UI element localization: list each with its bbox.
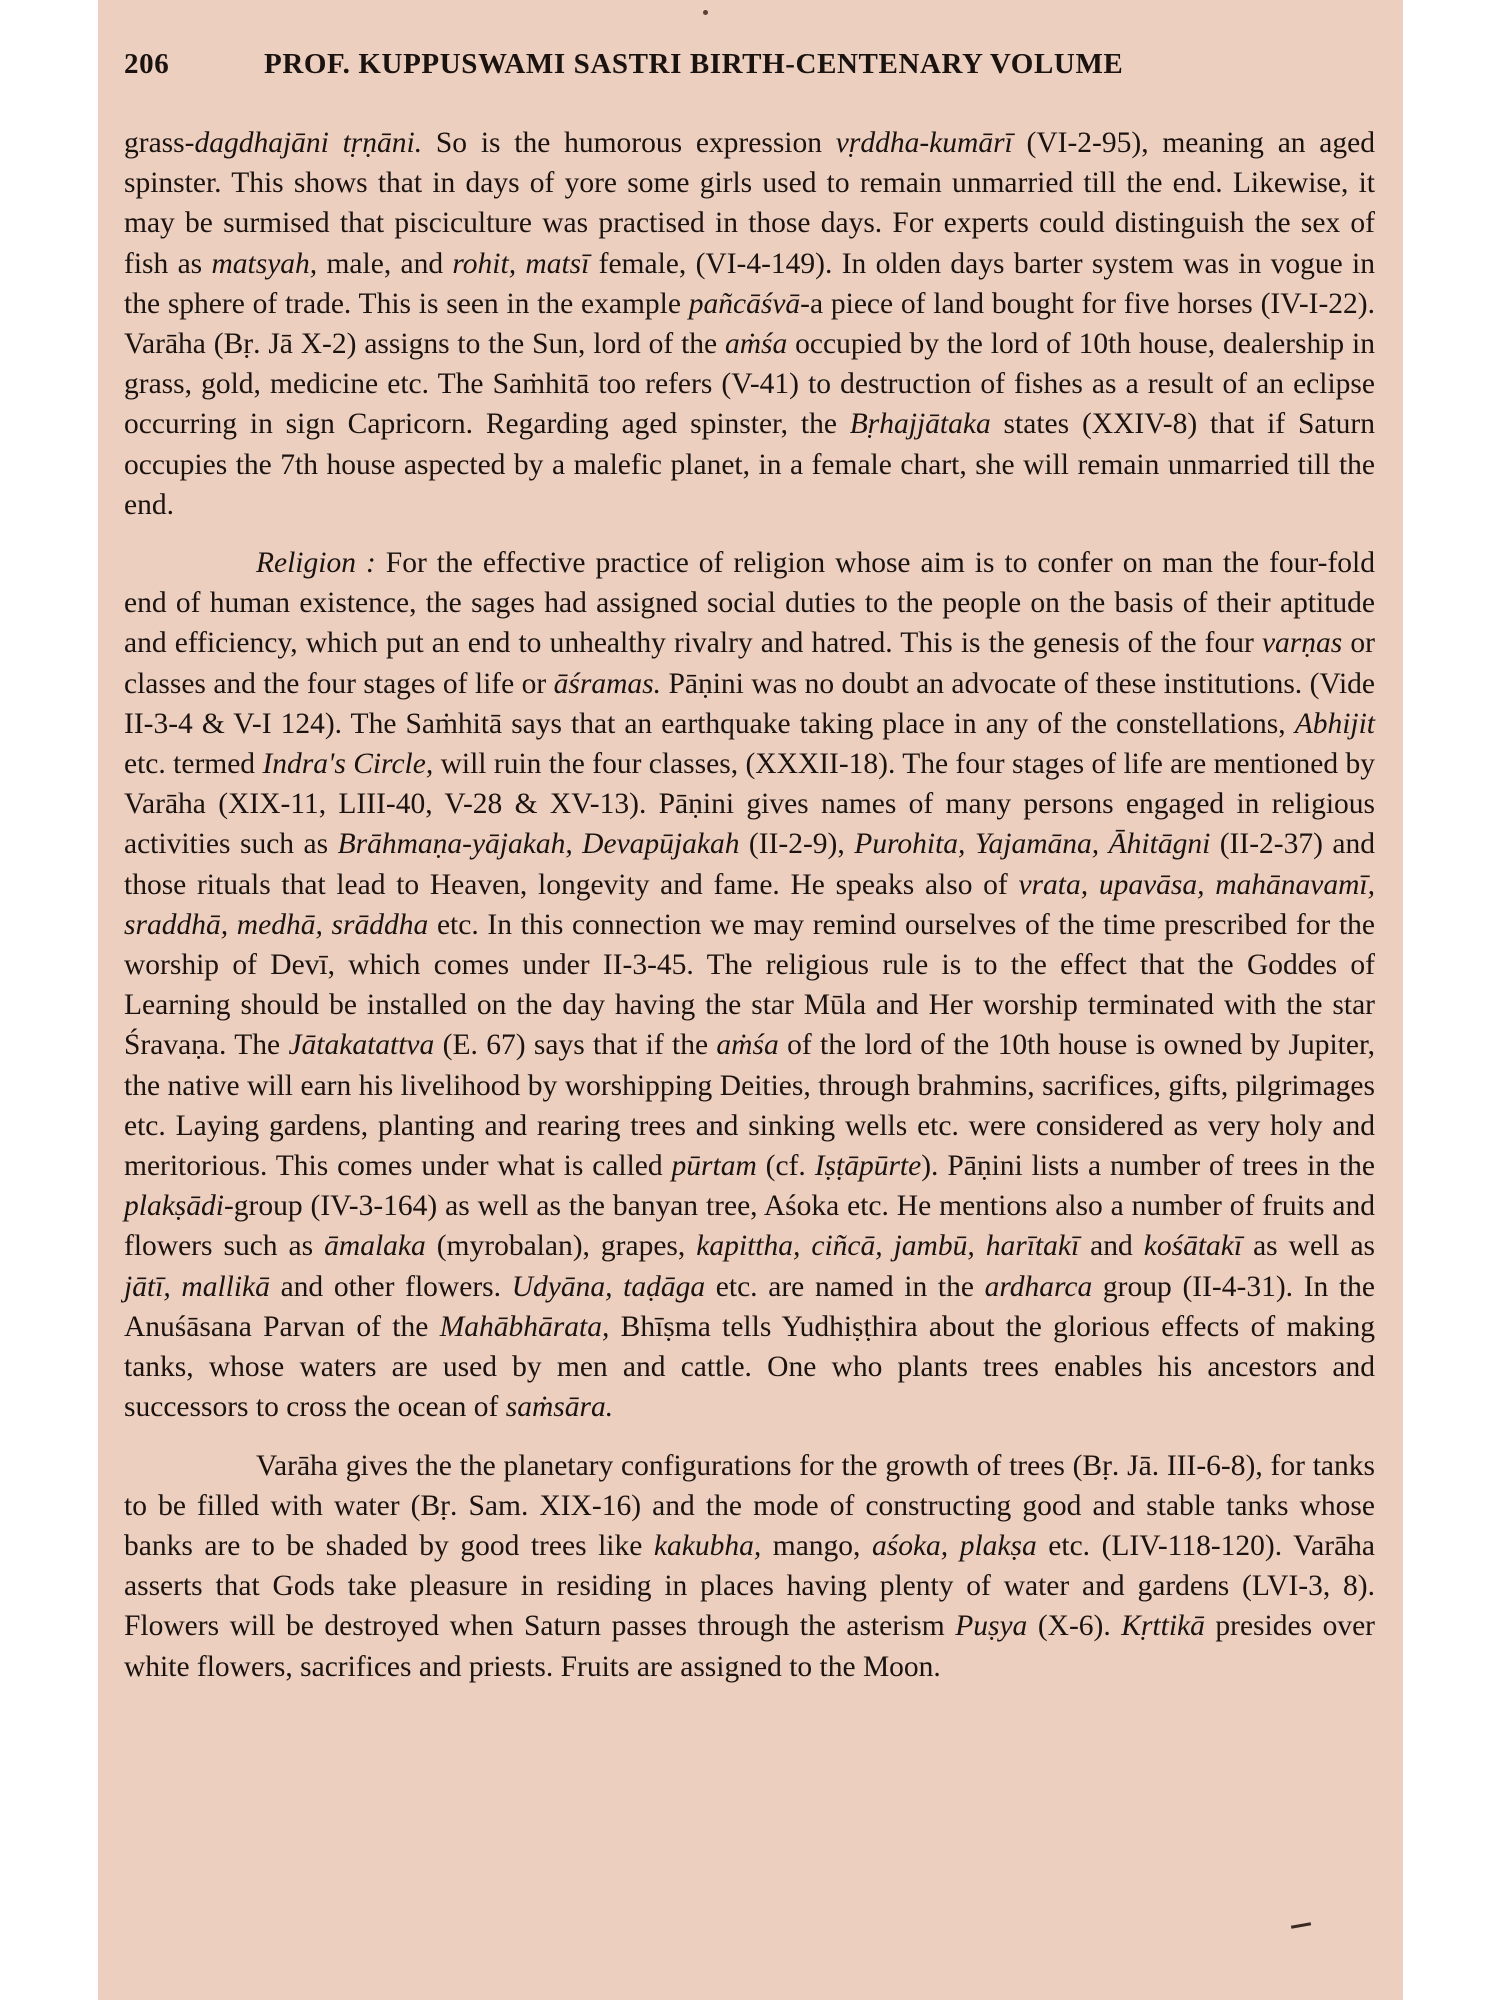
italic-term: Jātakatattva [288, 1029, 435, 1062]
text-run: Bhīṣma tells Yudhiṣṭhira about the glorious effects of making tanks, whose waters are used by men and cattle. One who plants trees enables his ancestors and successors to cross the ocean of [124, 1310, 1375, 1424]
italic-term: varṇas [1261, 627, 1343, 660]
italic-term: plakṣādi [124, 1190, 224, 1223]
text-run: etc. termed [124, 748, 263, 781]
text-run: ). Pāṇini lists a number of trees in the [921, 1150, 1375, 1183]
italic-term: Udyāna, taḍāga [511, 1270, 706, 1303]
text-run: (cf. [756, 1150, 815, 1183]
italic-term: matsyah, [211, 247, 318, 280]
paragraph-1 [124, 123, 1375, 525]
italic-term: Kṛttikā [1121, 1610, 1205, 1643]
page-speck [703, 10, 708, 15]
italic-term: pañcāśvā [688, 287, 801, 320]
text-run: mango, [761, 1529, 872, 1562]
italic-term: Bṛhajjātaka [849, 408, 991, 441]
page-number: 206 [124, 48, 170, 80]
italic-term: kapittha, ciñcā, jambū, harītakī [696, 1230, 1080, 1263]
paragraph-varaha [124, 1446, 1375, 1687]
italic-term: aṁśa [716, 1029, 779, 1062]
text-run: Pāṇini was no doubt an advocate of these institutions. (Vide II-3-4 & V-I 124). The Saṁhitā says that an earthquake taking place in any of the constellations, [124, 667, 1375, 740]
text-run: (VI-2-95), meaning an aged spinster. This shows that in days of yore some girls used to remain unmarried till the end. Likewise, it may be surmised that pisciculture was practised in those days. For experts could distinguish the sex of fish as [124, 127, 1375, 280]
text-run: (II-2-37) and those rituals that lead to Heaven, longevity and fame. He speaks also of [124, 828, 1375, 901]
italic-term: aśoka, plakṣa [871, 1529, 1037, 1562]
text-run: etc. In this connection we may remind ourselves of the time prescribed for the worship of Devī, which comes under II-3-45. The religious rule is to the effect that the Goddes of Learning should be installed on the day having the star Mūla and Her worship terminated with the star Śravaṇa. The [124, 908, 1375, 1062]
italic-term: kakubha, [653, 1529, 762, 1562]
running-title: PROF. KUPPUSWAMI SASTRI BIRTH-CENTENARY VOLUME [264, 48, 1124, 80]
italic-term: Mahābhārata, [439, 1310, 610, 1343]
text-run: (E. 67) says that if the [434, 1029, 717, 1062]
italic-term: dagdhajāni tṛṇāni. [194, 127, 423, 159]
text-run: or classes and the four stages of life or [124, 627, 1375, 700]
italic-term: vrata, upavāsa, mahānavamī, sraddhā, medhā, srāddha [124, 868, 1375, 941]
body-text [124, 123, 1375, 1687]
text-run: will ruin the four classes, (XXXII-18). The four stages of life are mentioned by Varāha (XIX-11, LIII-40, V-28 & XV-13). Pāṇini gives names of many persons engaged in religious activities such as [124, 748, 1376, 861]
text-run: (II-2-9), [739, 828, 855, 861]
text-run: and other flowers. [269, 1270, 512, 1303]
text-run: as well as [1242, 1230, 1376, 1263]
italic-term: kośātakī [1143, 1230, 1243, 1263]
italic-term: Puṣya [955, 1610, 1028, 1643]
italic-term: pūrtam [671, 1150, 757, 1183]
italic-term: āmalaka [324, 1230, 426, 1263]
italic-term: jātī, mallikā [124, 1270, 270, 1303]
italic-term: Iṣṭāpūrte [814, 1150, 922, 1183]
text-run: etc. (LIV-118-120). Varāha asserts that Gods take pleasure in residing in places having plenty of water and gardens (LVI-3, 8). Flowers will be destroyed when Saturn passes through the asterism [124, 1529, 1376, 1643]
italic-term: Indra's Circle, [262, 748, 434, 781]
text-run: occupied by the lord of 10th house, dealership in grass, gold, medicine etc. The Saṁhitā too refers (V-41) to destruction of fishes as a result of an eclipse occurring in sign Capricorn. Regarding aged spinster, the [124, 328, 1375, 441]
italic-term: Abhijit [1294, 707, 1375, 740]
text-run: -group (IV-3-164) as well as the banyan tree, Aśoka etc. He mentions also a number of fruits and flowers such as [124, 1190, 1375, 1263]
text-run: (myrobalan), grapes, [425, 1230, 697, 1263]
italic-term: ardharca [984, 1270, 1093, 1303]
italic-term: Purohita, Yajamāna, Āhitāgni [854, 828, 1211, 861]
text-run: etc. are named in the [705, 1270, 985, 1303]
text-run: For the effective practice of religion whose aim is to confer on man the four-fold end of human existence, the sages had assigned social duties to the people on the basis of their aptitude and efficiency, which put an end to unhealthy rivalry and hatred. This is the genesis of the four [124, 547, 1375, 660]
italic-term: Religion : [256, 547, 376, 580]
italic-term: vṛddha-kumārī [835, 127, 1013, 159]
paragraph-religion [124, 543, 1375, 1427]
text-run: group (II-4-31). In the Anuśāsana Parvan of the [124, 1270, 1376, 1343]
text-run: (X-6). [1027, 1610, 1122, 1643]
text-run: states (XXIV-8) that if Saturn occupies the 7th house aspected by a malefic planet, in a female chart, she will remain unmarried till the end. [124, 408, 1375, 521]
italic-term: rohit, matsī [452, 247, 590, 280]
italic-term: āśramas. [553, 667, 662, 700]
italic-term: saṁsāra. [505, 1391, 614, 1424]
text-run: and [1079, 1230, 1144, 1263]
text-run: female, (VI-4-149). In olden days barter system was in vogue in the sphere of trade. This is seen in the example [124, 247, 1375, 320]
text-run: presides over white flowers, sacrifices and priests. Fruits are assigned to the Moon. [124, 1610, 1376, 1683]
text-run: So is the humorous expression [422, 127, 836, 159]
page-header [124, 48, 1375, 81]
text-run: male, and [317, 247, 453, 280]
text-run: of the lord of the 10th house is owned by Jupiter, the native will earn his livelihood by worshipping Deities, through brahmins, sacrifices, gifts, pilgrimages etc. Laying gardens, planting and rearing trees and sinking wells etc. were considered as very holy and meritorious. This comes under what is called [124, 1029, 1375, 1183]
italic-term: aṁśa [725, 328, 788, 361]
text-run: grass- [124, 127, 195, 159]
pen-mark [1291, 1922, 1311, 1928]
book-page [98, 0, 1403, 2000]
text-run: Varāha gives the the planetary configurations for the growth of trees (Bṛ. Jā. III-6-8), for tanks to be filled with water (Bṛ. Sam. XIX-16) and the mode of constructing good and stable tanks whose banks are to be shaded by good trees like [124, 1449, 1375, 1562]
italic-term: Brāhmaṇa-yājakah, Devapūjakah [337, 828, 740, 861]
text-run: -a piece of land bought for five horses (IV-I-22). Varāha (Bṛ. Jā X-2) assigns to the Sun, lord of the [124, 287, 1375, 361]
